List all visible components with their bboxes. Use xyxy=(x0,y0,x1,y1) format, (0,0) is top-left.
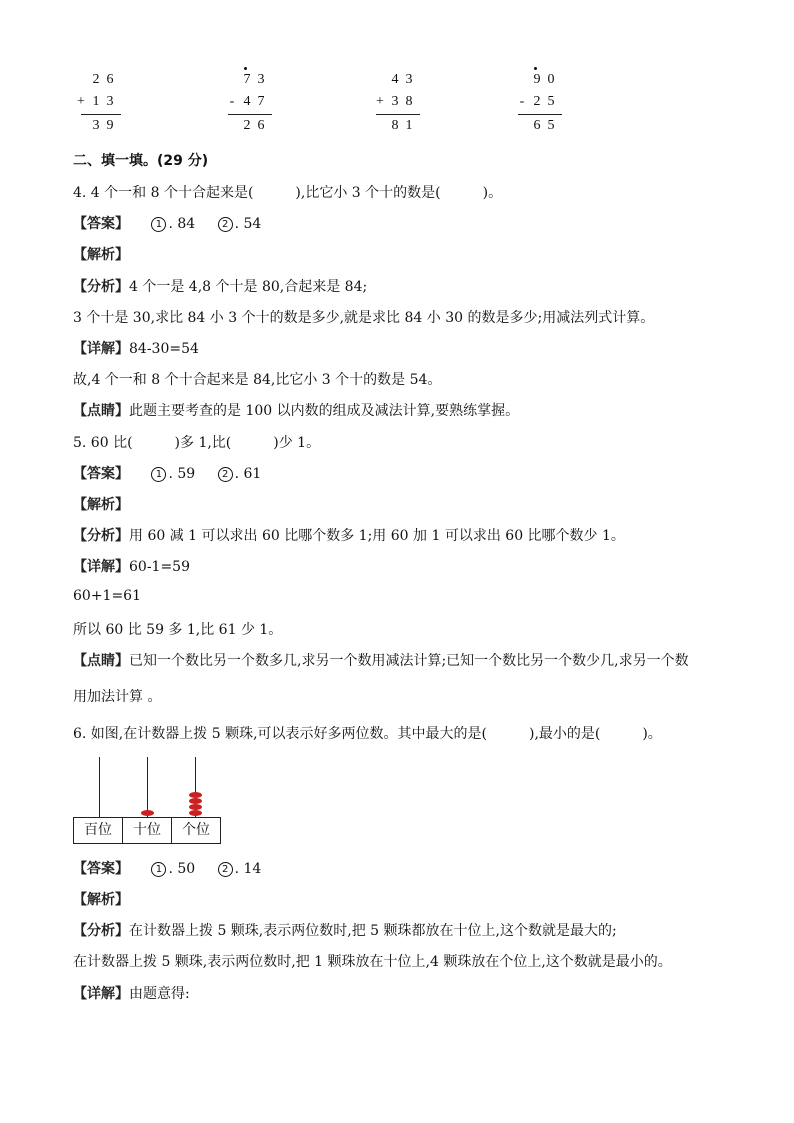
analysis-label: 【解析】 xyxy=(73,247,129,263)
q5-dianjing-1 xyxy=(73,650,689,670)
digit: 4 xyxy=(243,94,251,109)
abacus-rod-hundreds xyxy=(99,757,100,817)
q6-answer xyxy=(73,858,261,878)
xiangjie-text: 60-1=59 xyxy=(129,559,190,575)
q5-fenxi xyxy=(73,525,625,545)
answer-value: . 54 xyxy=(234,216,262,232)
xiangjie-label: 【详解】 xyxy=(73,341,129,357)
circled-number-icon: 2 xyxy=(218,467,233,482)
digit: 2 xyxy=(533,94,541,109)
q4-xiangjie xyxy=(73,338,199,358)
digit: 7 xyxy=(243,72,251,87)
digit: 3 xyxy=(106,94,114,109)
xiangjie-text: 84-30=54 xyxy=(129,341,199,357)
q4-question: 4. 4 个一和 8 个十合起来是( ),比它小 3 个十的数是( )。 xyxy=(73,185,503,201)
regroup-dot xyxy=(534,67,537,70)
analysis-label: 【解析】 xyxy=(73,892,129,908)
operator: + xyxy=(77,94,85,109)
digit: 2 xyxy=(92,72,100,87)
digit: 3 xyxy=(391,94,399,109)
digit: 1 xyxy=(92,94,100,109)
digit: 5 xyxy=(547,94,555,109)
q4-fenxi-1 xyxy=(73,276,367,296)
place-value-row xyxy=(73,817,221,844)
dianjing-label: 【点睛】 xyxy=(73,403,129,419)
fenxi-text: 用 60 减 1 可以求出 60 比哪个数多 1;用 60 加 1 可以求出 60 比哪个数少 1。 xyxy=(129,528,625,544)
calc-rule xyxy=(228,114,272,115)
q5-conclusion: 所以 60 比 59 多 1,比 61 少 1。 xyxy=(73,622,283,638)
digit: 5 xyxy=(547,118,555,133)
digit: 3 xyxy=(257,72,265,87)
abacus-bead-tens xyxy=(141,810,154,816)
abacus-bead-ones xyxy=(189,792,202,798)
operator: - xyxy=(229,94,235,109)
answer-value: . 61 xyxy=(234,466,262,482)
digit: 3 xyxy=(405,72,413,87)
place-label-hundreds: 百位 xyxy=(74,818,123,843)
q6-question: 6. 如图,在计数器上拨 5 颗珠,可以表示好多两位数。其中最大的是( ),最小的是( )。 xyxy=(73,726,662,742)
q4-conclusion: 故,4 个一和 8 个十合起来是 84,比它小 3 个十的数是 54。 xyxy=(73,372,442,388)
q5-dianjing-2: 用加法计算 。 xyxy=(73,689,162,705)
dianjing-text: 此题主要考查的是 100 以内数的组成及减法计算,要熟练掌握。 xyxy=(129,403,520,419)
digit: 0 xyxy=(547,72,555,87)
digit: 8 xyxy=(391,118,399,133)
q5-xiangjie xyxy=(73,556,190,576)
digit: 1 xyxy=(405,118,413,133)
digit: 3 xyxy=(92,118,100,133)
answer-value: . 50 xyxy=(168,861,196,877)
calc-rule xyxy=(518,114,562,115)
q4-dianjing xyxy=(73,400,519,420)
regroup-dot xyxy=(244,67,247,70)
xiangjie-text: 由题意得: xyxy=(129,986,190,1002)
q4-fenxi-2: 3 个十是 30,求比 84 小 3 个十的数是多少,就是求比 84 小 30 的数是多少;用减法列式计算。 xyxy=(73,310,655,326)
digit: 2 xyxy=(243,118,251,133)
answer-label: 【答案】 xyxy=(73,216,129,232)
fenxi-label: 【分析】 xyxy=(73,279,129,295)
fenxi-label: 【分析】 xyxy=(73,923,129,939)
digit: 9 xyxy=(533,72,541,87)
circled-number-icon: 2 xyxy=(218,862,233,877)
abacus-figure xyxy=(73,757,221,843)
digit: 6 xyxy=(106,72,114,87)
q6-fenxi-2: 在计数器上拨 5 颗珠,表示两位数时,把 1 颗珠放在十位上,4 颗珠放在个位上,这个数就是最小的。 xyxy=(73,954,672,970)
circled-number-icon: 1 xyxy=(151,467,166,482)
answer-value: . 84 xyxy=(168,216,196,232)
q6-fenxi-1 xyxy=(73,920,617,940)
answer-value: . 14 xyxy=(234,861,262,877)
fenxi-text: 在计数器上拨 5 颗珠,表示两位数时,把 5 颗珠都放在十位上,这个数就是最大的; xyxy=(129,923,617,939)
dianjing-text: 已知一个数比另一个数多几,求另一个数用减法计算;已知一个数比另一个数少几,求另一个数 xyxy=(129,653,689,669)
place-label-ones: 个位 xyxy=(182,822,210,838)
q5-answer xyxy=(73,463,261,483)
q6-xiangjie xyxy=(73,983,190,1003)
digit: 9 xyxy=(106,118,114,133)
operator: + xyxy=(376,94,384,109)
abacus-bead-ones xyxy=(189,804,202,810)
digit: 6 xyxy=(257,118,265,133)
answer-label: 【答案】 xyxy=(73,861,129,877)
fenxi-label: 【分析】 xyxy=(73,528,129,544)
abacus-bead-ones xyxy=(189,810,202,816)
abacus-bead-ones xyxy=(189,798,202,804)
q4-answer xyxy=(73,213,261,233)
calc-rule xyxy=(81,114,121,115)
q5-question: 5. 60 比( )多 1,比( )少 1。 xyxy=(73,435,321,451)
answer-label: 【答案】 xyxy=(73,466,129,482)
xiangjie-label: 【详解】 xyxy=(73,986,129,1002)
q5-line2: 60+1=61 xyxy=(73,588,141,604)
digit: 4 xyxy=(391,72,399,87)
circled-number-icon: 2 xyxy=(218,217,233,232)
analysis-label: 【解析】 xyxy=(73,497,129,513)
dianjing-label: 【点睛】 xyxy=(73,653,129,669)
circled-number-icon: 1 xyxy=(151,862,166,877)
circled-number-icon: 1 xyxy=(151,217,166,232)
abacus-rod-tens xyxy=(147,757,148,817)
xiangjie-label: 【详解】 xyxy=(73,559,129,575)
digit: 8 xyxy=(405,94,413,109)
digit: 7 xyxy=(257,94,265,109)
digit: 6 xyxy=(533,118,541,133)
answer-value: . 59 xyxy=(168,466,196,482)
operator: - xyxy=(519,94,525,109)
section-title: 二、填一填。(29 分) xyxy=(73,153,209,169)
calc-rule xyxy=(376,114,420,115)
place-label-tens: 十位 xyxy=(123,818,172,843)
fenxi-text: 4 个一是 4,8 个十是 80,合起来是 84; xyxy=(129,279,368,295)
